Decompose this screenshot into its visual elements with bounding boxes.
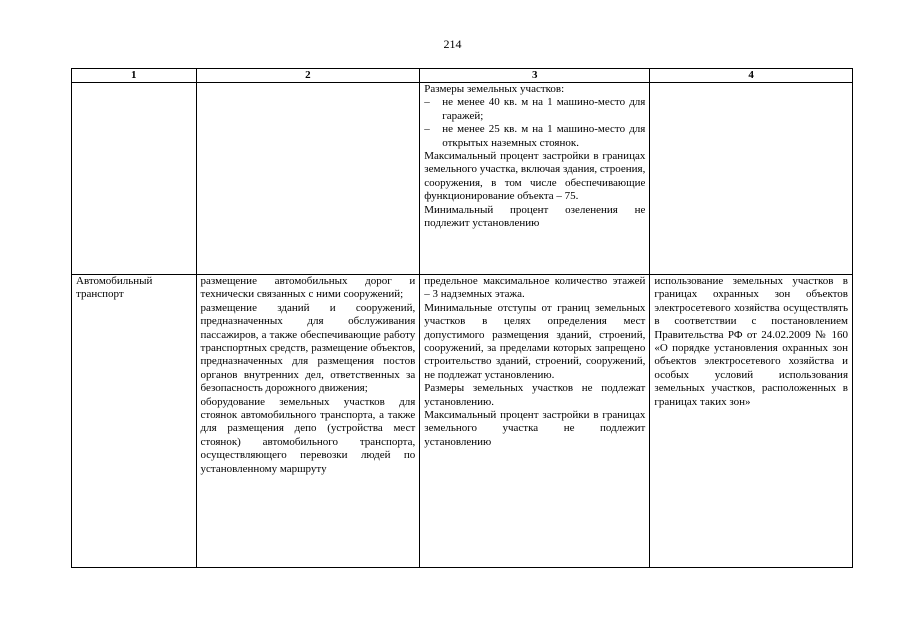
header-row [72,69,853,83]
land-size-list [424,96,645,150]
row1-col4 [650,83,853,275]
list-item: – не менее 25 кв. м на 1 машино-место для открытых наземных стоянок. [424,123,645,150]
permitted-uses [196,275,420,568]
parameter-paragraph: Минимальные отступы от границ земельных участков в целях определения мест допустимого размещения зданий, строений, сооружений, за пределами которых запрещено строительство зданий, строений, сооружений, не подлежат установлению. [424,301,646,381]
max-coverage-text: Максимальный процент застройки в границах земельного участка, включая здания, строения, сооружения, в том числе обеспечивающие функционирование объекта – 75. [424,150,646,203]
use-paragraph: размещение автомобильных дорог и технически связанных с ними сооружений; [200,275,416,301]
land-size-intro: Размеры земельных участков: [424,83,565,95]
table-row [72,275,853,568]
header-cell-2: 2 [196,69,420,83]
header-cell-1: 1 [72,69,197,83]
parameter-paragraph: Максимальный процент застройки в границах земельного участка не подлежит установлению [424,409,646,448]
row1-col1 [72,83,197,275]
min-greening-text: Минимальный процент озеленения не подлежит установлению [424,203,646,230]
parameter-paragraph: Размеры земельных участков не подлежат установлению. [424,382,646,408]
use-paragraph: оборудование земельных участков для стоянок автомобильного транспорта, а также для размещения депо (устройства мест стоянок) автомобильного транспорта, осуществляющего перевозки людей по установленному маршруту [200,395,416,475]
header-cell-4: 4 [650,69,853,83]
regulations-table [71,68,853,568]
row1-col3 [420,83,650,275]
row1-col2 [196,83,420,275]
limit-parameters [420,275,650,568]
page-number: 214 [443,37,462,51]
land-use-type: Автомобильный транспорт [72,275,197,568]
parameter-paragraph: предельное максимальное количество этажей – 3 надземных этажа. [424,275,646,301]
list-item: – не менее 40 кв. м на 1 машино-место для гаражей; [424,96,645,123]
table-row [72,83,853,275]
restrictions-text: использование земельных участков в границах охранных зон объектов электросетевого хозяйства осуществлять в соответствии с постановлением Правительства РФ от 24.02.2009 № 160 «О порядке установления охранных зон объектов электросетевого хозяйства и особых условий использования земельных участков, расположенных в границах таких зон» [650,275,853,568]
use-paragraph: размещение зданий и сооружений, предназначенных для обслуживания пассажиров, а также обеспечивающие работу транспортных средств, размещение объектов, предназначенных для размещения постов органов внутренних дел, ответственных за безопасность дорожного движения; [200,301,416,395]
header-cell-3: 3 [420,69,650,83]
